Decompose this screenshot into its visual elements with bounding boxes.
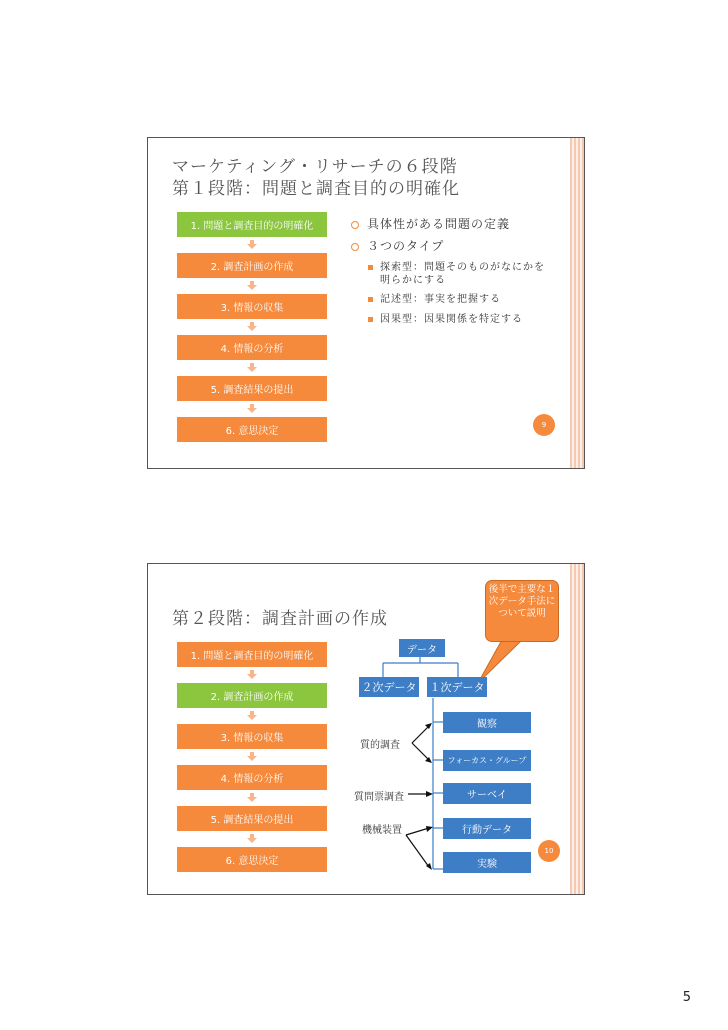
sub-bullet-item: 因果型：因果関係を特定する [370, 313, 545, 326]
circle-bullet-icon [351, 221, 359, 229]
data-box: データ [399, 639, 445, 657]
down-arrow-icon [247, 240, 257, 249]
slide-title: 第２段階：調査計画の作成 [172, 609, 388, 629]
step-6: 6. 意思決定 [177, 847, 327, 872]
method-survey: サーベイ [443, 783, 531, 804]
bullet-item: ３つのタイプ [351, 237, 444, 254]
method-experiment: 実験 [443, 852, 531, 873]
label-qualitative: 質的調査 [360, 740, 400, 751]
secondary-data-box: ２次データ [359, 677, 419, 697]
method-focus-group: フォーカス・グループ [443, 750, 531, 771]
method-behavioral-data: 行動データ [443, 818, 531, 839]
slide-number-badge: 9 [533, 414, 555, 436]
step-1: 1. 問題と調査目的の明確化 [177, 212, 327, 237]
sub-bullet-item: 記述型：事実を把握する [370, 293, 545, 306]
label-questionnaire: 質問票調査 [354, 792, 404, 803]
down-arrow-icon [247, 404, 257, 413]
bullet-item: 具体性がある問題の定義 [351, 215, 510, 232]
square-bullet-icon [368, 317, 373, 322]
decorative-stripe [570, 138, 584, 468]
slide-number-badge: 10 [538, 840, 560, 862]
label-mechanical: 機械装置 [362, 825, 402, 836]
circle-bullet-icon [351, 243, 359, 251]
step-6: 6. 意思決定 [177, 417, 327, 442]
page-number: 5 [682, 990, 691, 1005]
down-arrow-icon [247, 281, 257, 290]
step-3: 3. 情報の収集 [177, 294, 327, 319]
down-arrow-icon [247, 363, 257, 372]
sub-bullet-item: 探索型：問題そのものがなにかを明らかにする [370, 261, 545, 287]
down-arrow-icon [247, 322, 257, 331]
step-2: 2. 調査計画の作成 [177, 683, 327, 708]
step-2: 2. 調査計画の作成 [177, 253, 327, 278]
step-5: 5. 調査結果の提出 [177, 806, 327, 831]
square-bullet-icon [368, 297, 373, 302]
step-1: 1. 問題と調査目的の明確化 [177, 642, 327, 667]
step-3: 3. 情報の収集 [177, 724, 327, 749]
step-4: 4. 情報の分析 [177, 765, 327, 790]
callout-note: 後半で主要な１次データ手法について説明 [485, 580, 559, 642]
slide-1 [147, 137, 585, 469]
slide-2 [147, 563, 585, 895]
primary-data-box: １次データ [427, 677, 487, 697]
step-4: 4. 情報の分析 [177, 335, 327, 360]
method-observation: 観察 [443, 712, 531, 733]
step-5: 5. 調査結果の提出 [177, 376, 327, 401]
square-bullet-icon [368, 265, 373, 270]
slide-title-line1: マーケティング・リサーチの６段階 [172, 157, 458, 177]
slide-title-line2: 第１段階：問題と調査目的の明確化 [172, 179, 460, 199]
